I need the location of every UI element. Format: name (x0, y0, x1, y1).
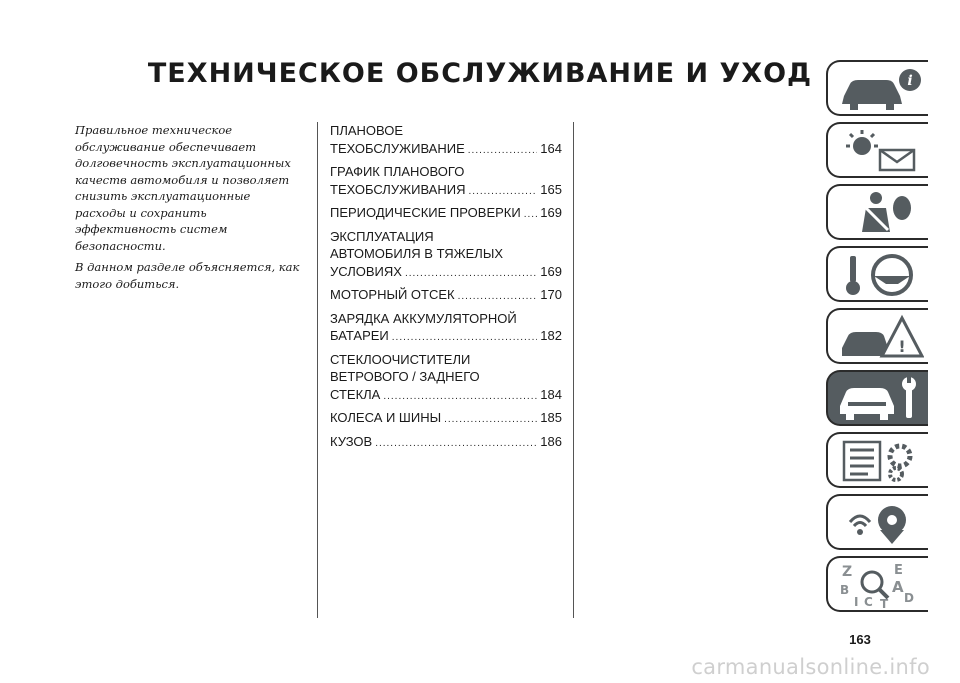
toc-entry-line (330, 286, 562, 306)
column-divider (573, 122, 574, 618)
toc-entry-title: СТЕКЛА (330, 386, 381, 402)
toc-entry[interactable] (330, 204, 562, 224)
index-search-icon (836, 562, 924, 608)
toc-dot-leader (405, 265, 537, 283)
toc-entry-title: ЗАРЯДКА АККУМУЛЯТОРНОЙ (330, 310, 517, 326)
index-letter: I (854, 595, 859, 608)
index-letter: D (904, 591, 914, 605)
toc-entry[interactable] (330, 122, 562, 159)
toc-dot-leader (444, 411, 537, 429)
toc-entry-line (330, 368, 562, 386)
toc-entry[interactable] (330, 351, 562, 406)
toc-entry-title: КУЗОВ (330, 433, 373, 449)
specs-gear-icon (836, 438, 924, 484)
toc-page-number: 169 (540, 205, 562, 220)
index-letter: Z (842, 564, 853, 580)
index-letter: A (892, 578, 904, 596)
toc-entry-title: БАТАРЕИ (330, 328, 389, 343)
toc-page-number: 186 (540, 433, 562, 449)
toc-entry-line (330, 122, 562, 140)
toc-dot-leader (383, 388, 537, 406)
toc-page-number: 182 (540, 328, 562, 343)
toc-entry-line (330, 163, 562, 181)
watermark: carmanualsonline.info (691, 655, 930, 679)
toc-entry-line (330, 181, 562, 201)
toc-entry[interactable] (330, 310, 562, 347)
toc-entry-line (330, 204, 562, 224)
toc-entry-title: ЭКСПЛУАТАЦИЯ (330, 228, 434, 244)
toc-entry-title: ПЕРИОДИЧЕСКИЕ ПРОВЕРКИ (330, 205, 521, 220)
toc-entry[interactable] (330, 286, 562, 306)
tab-warning-lights[interactable] (826, 122, 928, 178)
toc-dot-leader (458, 288, 538, 306)
tab-maintenance[interactable] (826, 370, 928, 426)
toc-entry[interactable] (330, 228, 562, 283)
toc-entry-line (330, 310, 562, 328)
toc-entry[interactable] (330, 433, 562, 453)
seatbelt-airbag-icon (836, 190, 924, 236)
page-number: 163 (849, 632, 871, 647)
table-of-contents (330, 122, 562, 456)
index-letter: E (894, 563, 903, 578)
toc-entry-title: ТЕХОБСЛУЖИВАНИЕ (330, 140, 465, 156)
toc-entry-line (330, 409, 562, 429)
toc-dot-leader (468, 183, 537, 201)
intro-paragraph: Правильное техническое обслуживание обеспечивает долговечность эксплуатационных качеств автомобиля и позволяет снизить эксплуатационные расходы и сохранить эффективность систем безопасности. (75, 123, 291, 253)
tab-start-drive[interactable] (826, 246, 928, 302)
warning-light-message-icon (836, 128, 924, 174)
toc-entry-title: ТЕХОБСЛУЖИВАНИЯ (330, 181, 466, 197)
toc-entry-title: ГРАФИК ПЛАНОВОГО (330, 164, 465, 179)
toc-entry-line (330, 327, 562, 347)
multimedia-icon (836, 500, 924, 546)
car-info-icon (836, 66, 924, 112)
tab-emergency[interactable] (826, 308, 928, 364)
toc-entry-title: ПЛАНОВОЕ (330, 123, 404, 138)
toc-entry-line (330, 351, 562, 369)
toc-entry-title: ВЕТРОВОГО / ЗАДНЕГО (330, 369, 480, 384)
toc-entry[interactable] (330, 163, 562, 200)
toc-entry-title: СТЕКЛООЧИСТИТЕЛИ (330, 351, 471, 367)
toc-entry-line (330, 263, 562, 283)
toc-entry-title: КОЛЕСА И ШИНЫ (330, 410, 442, 425)
toc-entry-title: УСЛОВИЯХ (330, 263, 402, 279)
toc-dot-leader (375, 435, 537, 453)
toc-page-number: 165 (540, 181, 562, 197)
toc-entry-title: МОТОРНЫЙ ОТСЕК (330, 287, 455, 302)
intro-paragraph: В данном разделе объясняется, как этого добиться. (75, 260, 300, 291)
key-steering-wheel-icon (836, 252, 924, 298)
index-letter: B (840, 583, 850, 597)
toc-entry-title: АВТОМОБИЛЯ В ТЯЖЕЛЫХ (330, 246, 503, 261)
toc-entry-line (330, 245, 562, 263)
toc-entry-line (330, 140, 562, 160)
toc-entry-line (330, 228, 562, 246)
toc-dot-leader (392, 329, 538, 347)
tab-car-info[interactable] (826, 60, 928, 116)
toc-page-number: 164 (540, 140, 562, 156)
tab-index[interactable] (826, 556, 928, 612)
intro-text (75, 122, 300, 297)
index-letter: T (880, 597, 889, 608)
tab-specifications[interactable] (826, 432, 928, 488)
svg-text:i: i (907, 73, 913, 89)
toc-entry-line (330, 433, 562, 453)
toc-dot-leader (524, 206, 538, 224)
toc-entry[interactable] (330, 409, 562, 429)
toc-entry-line (330, 386, 562, 406)
index-letter: C (864, 595, 873, 608)
page-title: ТЕХНИЧЕСКОЕ ОБСЛУЖИВАНИЕ И УХОД (147, 58, 813, 89)
toc-page-number: 184 (540, 386, 562, 402)
svg-text:!: ! (898, 337, 906, 356)
breakdown-warning-icon (836, 314, 924, 360)
column-divider (317, 122, 318, 618)
toc-page-number: 170 (540, 287, 562, 302)
car-wrench-icon (836, 376, 924, 422)
toc-page-number: 185 (540, 410, 562, 425)
tab-multimedia[interactable] (826, 494, 928, 550)
tab-safety[interactable] (826, 184, 928, 240)
toc-page-number: 169 (540, 263, 562, 279)
toc-dot-leader (468, 142, 538, 160)
